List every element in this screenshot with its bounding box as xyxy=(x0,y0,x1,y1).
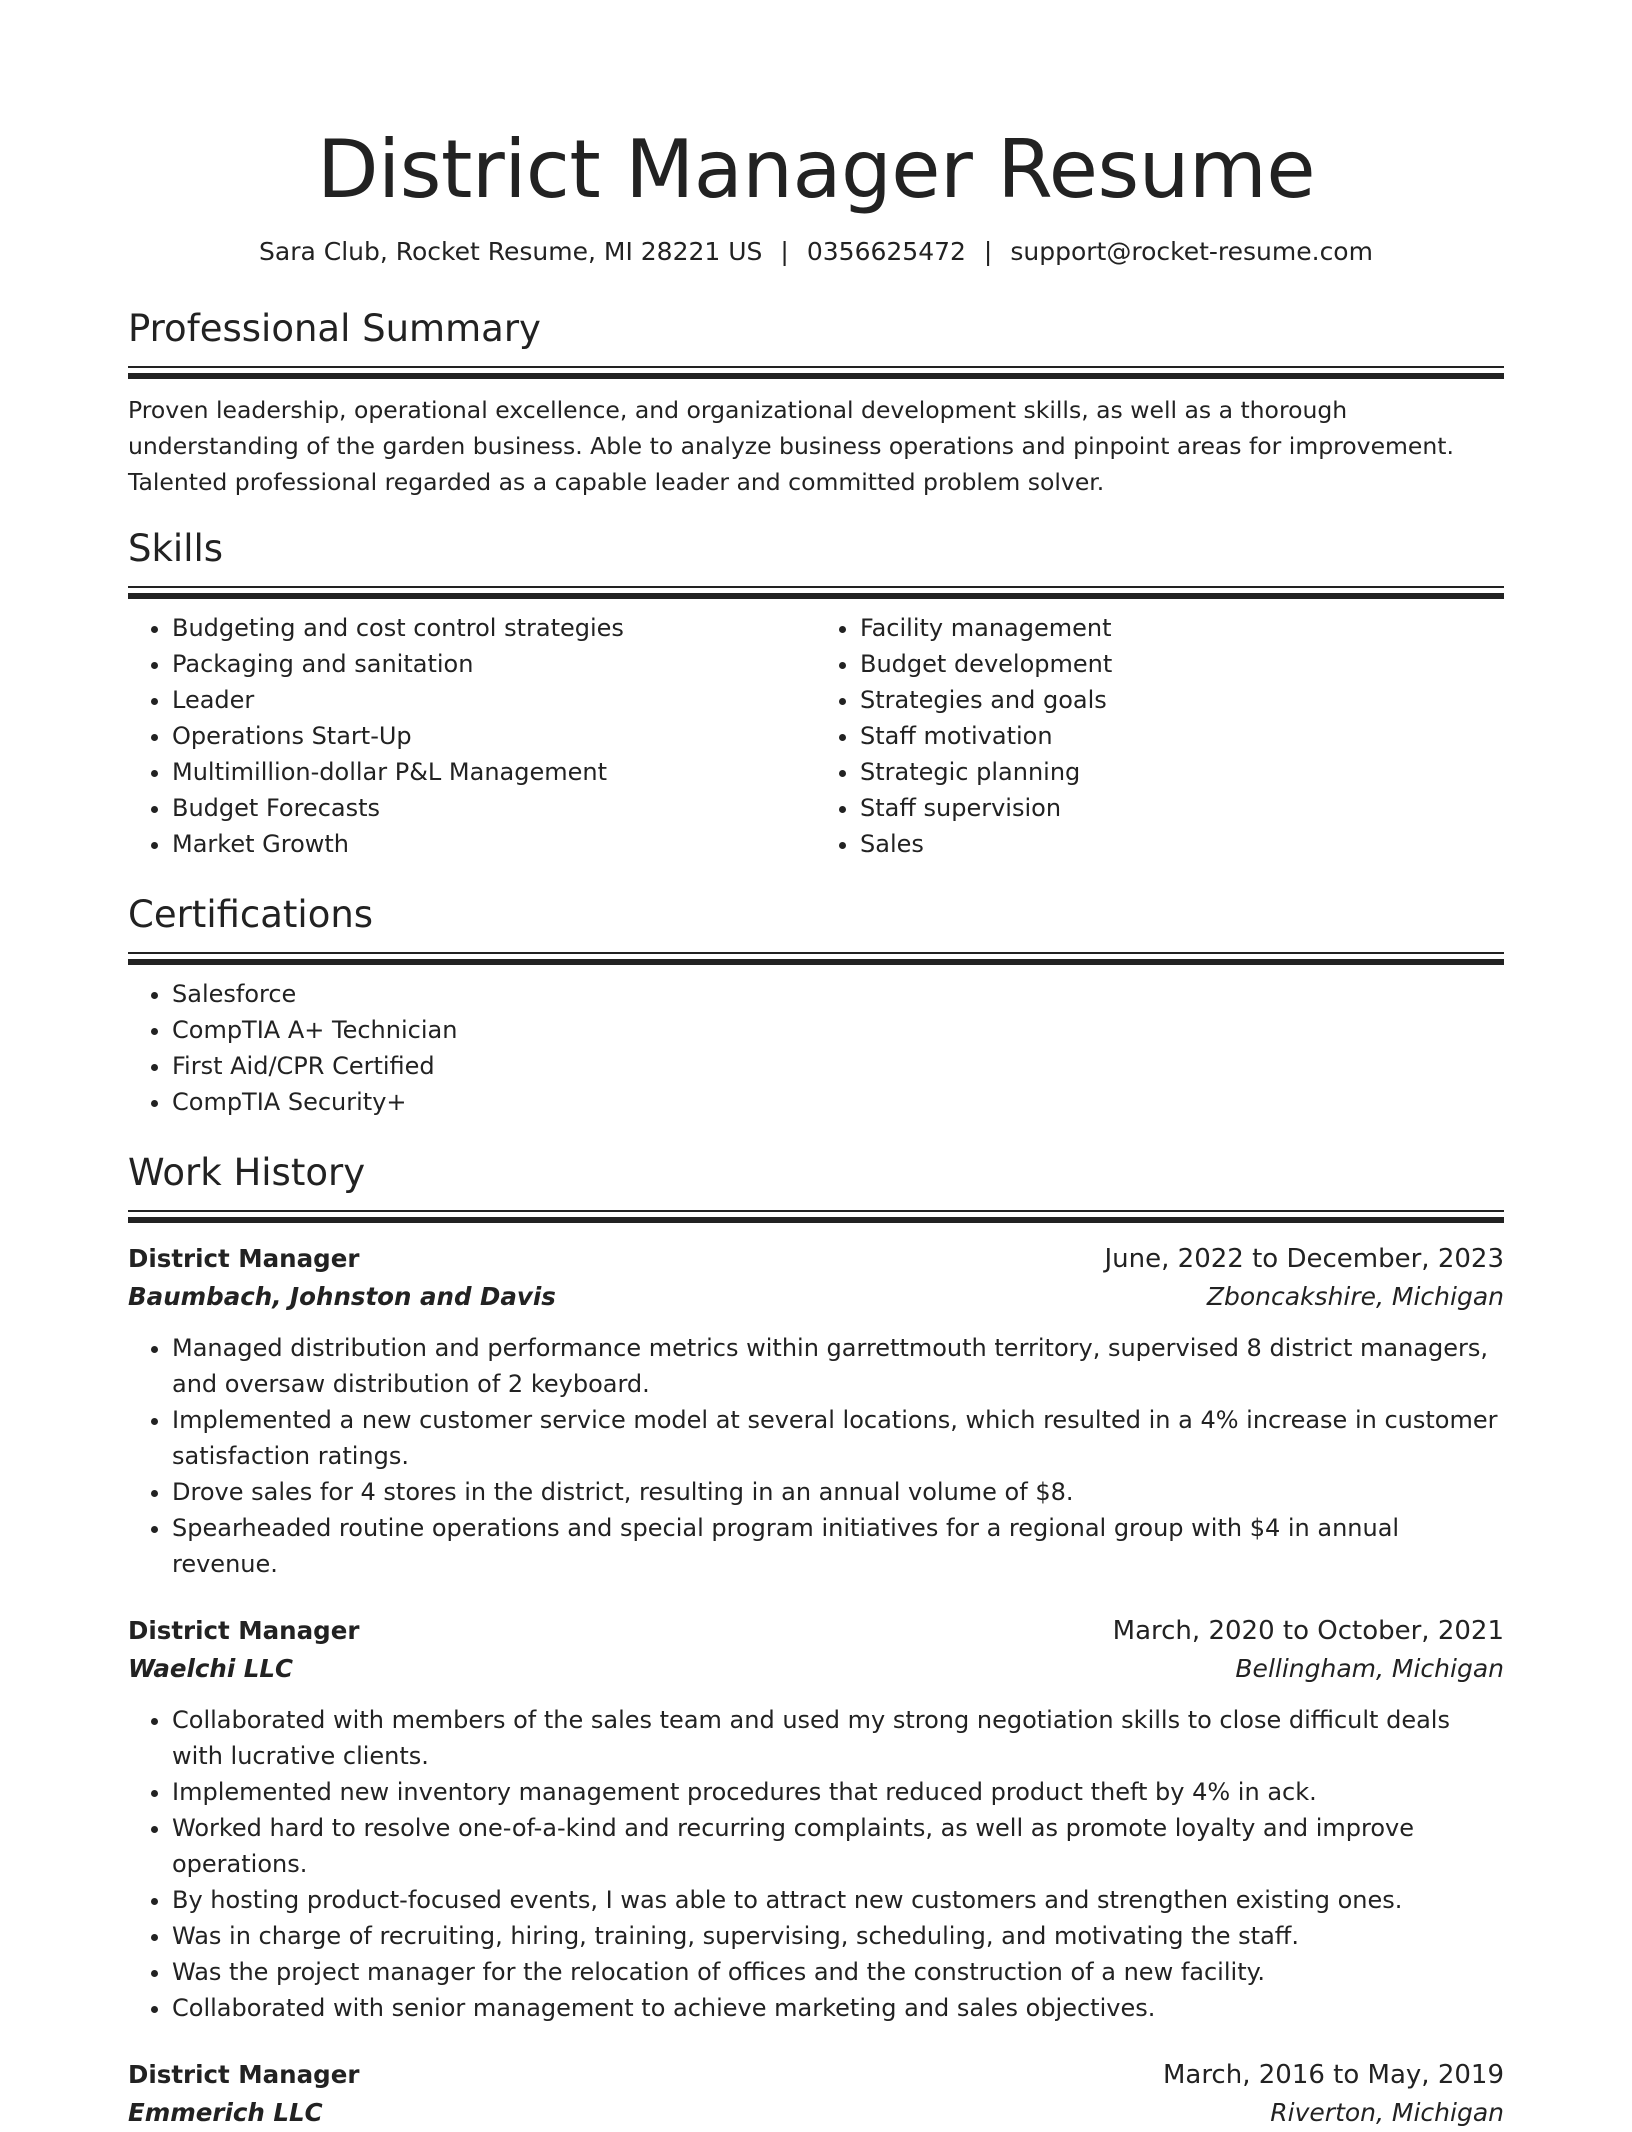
contact-phone: 0356625472 xyxy=(806,237,966,266)
section-divider xyxy=(128,1210,1504,1222)
skill-item: • Strategic planning xyxy=(860,754,1504,790)
certification-item: • First Aid/CPR Certified xyxy=(172,1048,1504,1084)
job-entry xyxy=(128,1240,1504,1582)
job-bullets xyxy=(128,1330,1504,1582)
job-title: District Manager xyxy=(128,1616,360,1645)
job-dates: June, 2022 to December, 2023 xyxy=(1104,1244,1504,1274)
skill-item: • Budget development xyxy=(860,646,1504,682)
job-company: Waelchi LLC xyxy=(128,1654,294,1683)
section-heading-certifications: Certifications xyxy=(128,893,374,936)
job-company: Baumbach, Johnston and Davis xyxy=(128,1282,556,1311)
skills-list-right xyxy=(816,610,1504,862)
certification-item: • Salesforce xyxy=(172,976,1504,1012)
skill-item: • Strategies and goals xyxy=(860,682,1504,718)
job-bullet: • Collaborated with senior management to achieve marketing and sales objectives. xyxy=(172,1990,1504,2026)
job-bullet: • Worked hard to resolve one-of-a-kind and recurring complaints, as well as promote loyalty and improve operations. xyxy=(172,1810,1504,1882)
skill-item: • Budget Forecasts xyxy=(172,790,816,826)
job-dates: March, 2020 to October, 2021 xyxy=(1112,1616,1504,1646)
job-location: Riverton, Michigan xyxy=(1270,2098,1504,2127)
skills-section xyxy=(128,526,1504,862)
section-divider xyxy=(128,366,1504,378)
job-location: Bellingham, Michigan xyxy=(1235,1654,1504,1683)
skill-item: • Leader xyxy=(172,682,816,718)
section-heading-summary: Professional Summary xyxy=(128,307,541,350)
certifications-section xyxy=(128,892,1504,1120)
section-divider xyxy=(128,952,1504,964)
section-heading-skills: Skills xyxy=(128,527,224,570)
skill-item: • Packaging and sanitation xyxy=(172,646,816,682)
skill-item: • Staff supervision xyxy=(860,790,1504,826)
job-entry xyxy=(128,1612,1504,2026)
contact-email: support@rocket-resume.com xyxy=(1010,237,1373,266)
skill-item: • Sales xyxy=(860,826,1504,862)
contact-separator: | xyxy=(780,237,789,266)
job-bullet: • Was in charge of recruiting, hiring, training, supervising, scheduling, and motivating the staff. xyxy=(172,1918,1504,1954)
work-history-section xyxy=(128,1150,1504,2132)
job-bullet: • By hosting product-focused events, I was able to attract new customers and strengthen existing ones. xyxy=(172,1882,1504,1918)
contact-separator: | xyxy=(983,237,993,266)
job-bullet: • Was the project manager for the relocation of offices and the construction of a new facility. xyxy=(172,1954,1504,1990)
job-bullet: • Spearheaded routine operations and special program initiatives for a regional group with $4 in annual revenue. xyxy=(172,1510,1504,1582)
summary-text: Proven leadership, operational excellence, and organizational development skills, as well as a thorough understanding of the garden business. Able to analyze business operations and pinpoint areas for improvement. Talented professional regarded as a capable leader and committed problem solver. xyxy=(128,396,1454,496)
job-bullet: • Managed distribution and performance metrics within garrettmouth territory, supervised 8 district managers, and oversaw distribution of 2 keyboard. xyxy=(172,1330,1504,1402)
skill-item: • Market Growth xyxy=(172,826,816,862)
job-bullet: • Drove sales for 4 stores in the district, resulting in an annual volume of $8. xyxy=(172,1474,1504,1510)
job-bullet: • Implemented new inventory management procedures that reduced product theft by 4% in ack. xyxy=(172,1774,1504,1810)
section-heading-work-history: Work History xyxy=(128,1151,366,1194)
contact-line xyxy=(128,236,1504,268)
job-location: Zboncakshire, Michigan xyxy=(1206,1282,1504,1311)
resume-page xyxy=(128,0,1504,2132)
skill-item: • Operations Start-Up xyxy=(172,718,816,754)
job-bullet: • Collaborated with members of the sales team and used my strong negotiation skills to close difficult deals with lucrative clients. xyxy=(172,1702,1504,1774)
certifications-list xyxy=(128,976,1504,1120)
skill-item: • Multimillion-dollar P&L Management xyxy=(172,754,816,790)
certification-item: • CompTIA A+ Technician xyxy=(172,1012,1504,1048)
resume-title: District Manager Resume xyxy=(316,123,1316,216)
contact-address: Sara Club, Rocket Resume, MI 28221 US xyxy=(259,237,763,266)
skill-item: • Staff motivation xyxy=(860,718,1504,754)
job-company: Emmerich LLC xyxy=(128,2098,323,2127)
job-title: District Manager xyxy=(128,2060,360,2089)
section-divider xyxy=(128,586,1504,598)
certification-item: • CompTIA Security+ xyxy=(172,1084,1504,1120)
summary-section xyxy=(128,306,1504,500)
job-title: District Manager xyxy=(128,1244,360,1273)
job-bullets xyxy=(128,1702,1504,2026)
job-bullet: • Implemented a new customer service model at several locations, which resulted in a 4% increase in customer satisfaction ratings. xyxy=(172,1402,1504,1474)
skills-columns xyxy=(128,598,1504,862)
skill-item: • Budgeting and cost control strategies xyxy=(172,610,816,646)
job-dates: March, 2016 to May, 2019 xyxy=(1162,2060,1504,2090)
skill-item: • Facility management xyxy=(860,610,1504,646)
job-entry xyxy=(128,2056,1504,2132)
skills-list-left xyxy=(128,610,816,862)
